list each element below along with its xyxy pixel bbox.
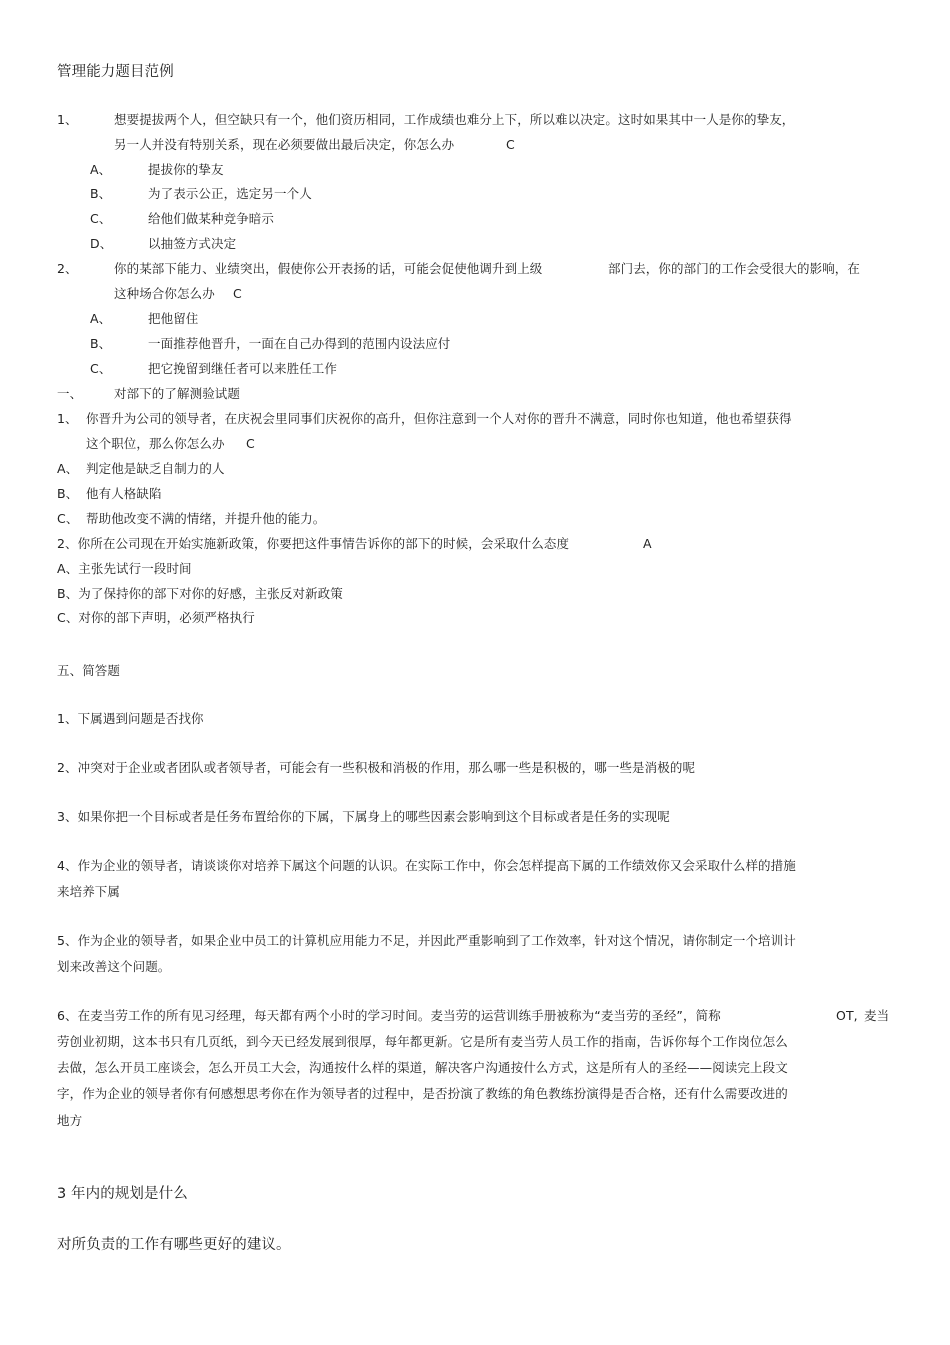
s1q1-answer: C — [246, 436, 255, 451]
q2-answer: C — [233, 286, 242, 301]
q2-number: 2、 — [57, 261, 78, 276]
q1-option-a-letter: A、 — [90, 162, 112, 177]
short-q6-line3: 去做，怎么开员工座谈会，怎么开员工大会，沟通按什么样的渠道，解决客户沟通按什么方式，这是所有人的圣经——阅读完上段文 — [57, 1060, 788, 1075]
suggest-question: 对所负责的工作有哪些更好的建议。 — [57, 1237, 291, 1253]
q1-option-c-letter: C、 — [90, 211, 112, 226]
q2-text-line2: 这种场合你怎么办 — [114, 286, 215, 301]
q2-option-a-letter: A、 — [90, 311, 112, 326]
short-q6-line5: 地方 — [57, 1113, 83, 1128]
short-q5-line2: 划来改善这个问题。 — [57, 959, 171, 974]
s1q1-option-c-letter: C、 — [57, 511, 79, 526]
s1q1-option-a-text: 判定他是缺乏自制力的人 — [86, 461, 225, 476]
q1-option-d-letter: D、 — [90, 236, 113, 251]
q2-option-c-text: 把它挽留到继任者可以来胜任工作 — [148, 361, 338, 376]
s1q2-answer: A — [643, 536, 652, 551]
plan-question: 3 年内的规划是什么 — [57, 1186, 188, 1202]
q2-option-b-text: 一面推荐他晋升，一面在自己办得到的范围内设法应付 — [148, 336, 451, 351]
section1-title: 对部下的了解测验试题 — [114, 386, 241, 401]
s1q1-option-c-text: 帮助他改变不满的情绪，并提升他的能力。 — [86, 511, 326, 526]
s1q2-text: 2、你所在公司现在开始实施新政策，你要把这件事情告诉你的部下的时候，会采取什么态度 — [57, 536, 570, 551]
short-q6-line1c: 麦当 — [864, 1008, 890, 1023]
s1q1-number: 1、 — [57, 411, 78, 426]
s1q1-option-b-text: 他有人格缺陷 — [86, 486, 162, 501]
q1-option-d-text: 以抽签方式决定 — [148, 236, 237, 251]
short-q5-line1: 5、作为企业的领导者，如果企业中员工的计算机应用能力不足，并因此严重影响到了工作效率，针对这个情况，请你制定一个培训计 — [57, 933, 796, 948]
q1-option-a-text: 提拔你的挚友 — [148, 162, 224, 177]
section5-title: 五、简答题 — [57, 663, 121, 678]
short-q1: 1、下属遇到问题是否找你 — [57, 711, 204, 726]
q2-option-c-letter: C、 — [90, 361, 112, 376]
s1q1-text-line1: 你晋升为公司的领导者，在庆祝会里同事们庆祝你的高升，但你注意到一个人对你的晋升不满意，同时你也知道，他也希望获得 — [86, 411, 792, 426]
s1q1-option-b-letter: B、 — [57, 486, 79, 501]
q1-option-b-text: 为了表示公正，选定另一个人 — [148, 186, 312, 201]
short-q4-line1: 4、作为企业的领导者，请谈谈你对培养下属这个问题的认识。在实际工作中，你会怎样提高下属的工作绩效你又会采取什么样的措施 — [57, 858, 796, 873]
page-title: 管理能力题目范例 — [57, 64, 174, 80]
q1-text-line1: 想要提拔两个人，但空缺只有一个，他们资历相同，工作成绩也难分上下，所以难以决定。这时如果其中一人是你的挚友， — [114, 112, 795, 127]
s1q1-text-line2: 这个职位，那么你怎么办 — [86, 436, 225, 451]
q1-option-c-text: 给他们做某种竞争暗示 — [148, 211, 275, 226]
section1-number: 一、 — [57, 386, 83, 401]
q1-option-b-letter: B、 — [90, 186, 112, 201]
short-q6-line4: 字，作为企业的领导者你有何感想思考你在作为领导者的过程中，是否扮演了教练的角色教练扮演得是否合格，还有什么需要改进的 — [57, 1086, 788, 1101]
short-q4-line2: 来培养下属 — [57, 884, 121, 899]
short-q6-line2: 劳创业初期，这本书只有几页纸，到今天已经发展到很厚，每年都更新。它是所有麦当劳人员工作的指南，告诉你每个工作岗位怎么 — [57, 1034, 788, 1049]
q1-number: 1、 — [57, 112, 78, 127]
q2-text-line1a: 你的某部下能力、业绩突出，假使你公开表扬的话，可能会促使他调升到上级 — [114, 261, 543, 276]
q1-text-line2: 另一人并没有特别关系，现在必须要做出最后决定，你怎么办 — [114, 137, 455, 152]
q1-answer: C — [506, 137, 515, 152]
q2-option-a-text: 把他留住 — [148, 311, 199, 326]
short-q2: 2、冲突对于企业或者团队或者领导者，可能会有一些积极和消极的作用，那么哪一些是积极的，哪一些是消极的呢 — [57, 760, 696, 775]
s1q2-option-c: C、对你的部下声明，必须严格执行 — [57, 610, 255, 625]
s1q2-option-a: A、主张先试行一段时间 — [57, 561, 192, 576]
short-q6-line1b: OT, — [836, 1008, 858, 1023]
s1q2-option-b: B、为了保持你的部下对你的好感，主张反对新政策 — [57, 586, 343, 601]
s1q1-option-a-letter: A、 — [57, 461, 79, 476]
q2-text-line1b: 部门去，你的部门的工作会受很大的影响，在 — [608, 261, 861, 276]
short-q6-line1a: 6、在麦当劳工作的所有见习经理，每天都有两个小时的学习时间。麦当劳的运营训练手册被称为“麦当劳的圣经”，简称 — [57, 1008, 721, 1023]
short-q3: 3、如果你把一个目标或者是任务布置给你的下属，下属身上的哪些因素会影响到这个目标或者是任务的实现呢 — [57, 809, 670, 824]
q2-option-b-letter: B、 — [90, 336, 112, 351]
